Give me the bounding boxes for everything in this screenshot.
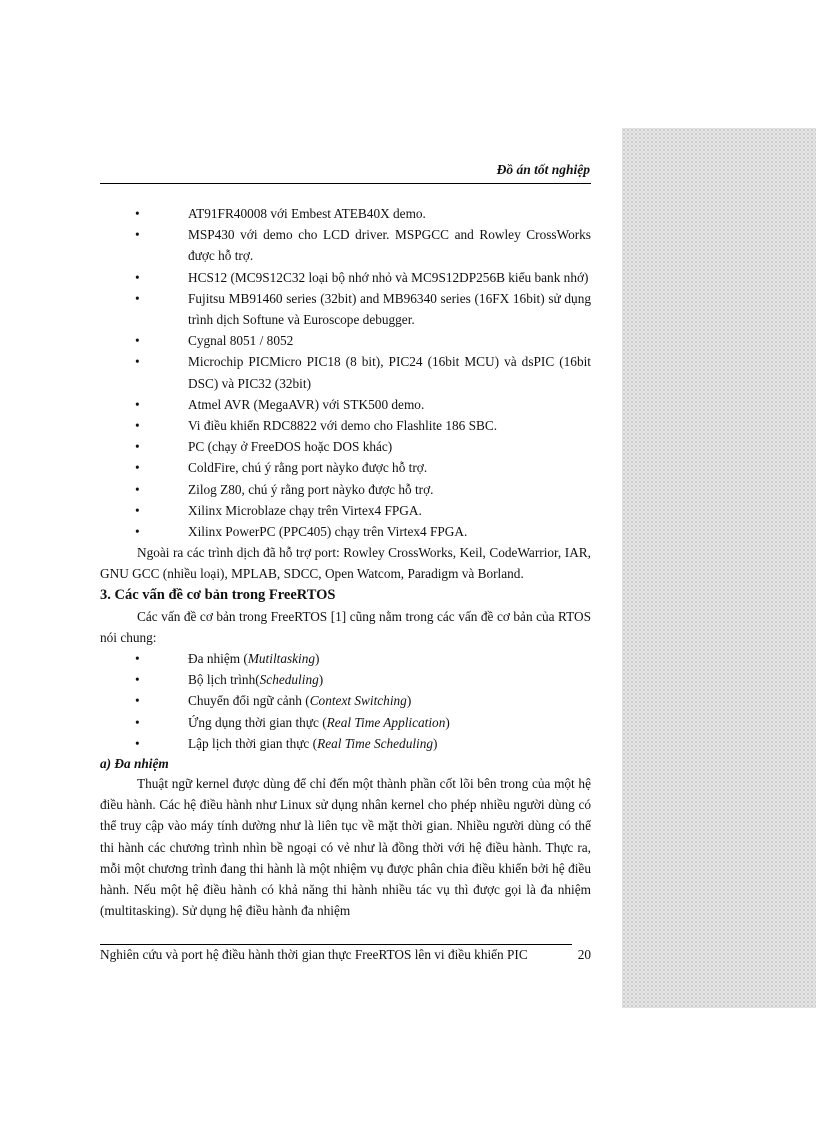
list-item: • Microchip PICMicro PIC18 (8 bit), PIC24 (16bit MCU) và dsPIC (16bit DSC) và PIC32 (32bit) <box>100 351 591 393</box>
list-item: • HCS12 (MC9S12C32 loại bộ nhớ nhỏ và MC9S12DP256B kiểu bank nhớ) <box>100 267 591 288</box>
compilers-paragraph: Ngoài ra các trình dịch đã hỗ trợ port: Rowley CrossWorks, Keil, CodeWarrior, IAR, GNU GCC (nhiều loại), MPLAB, SDCC, Open Watcom, Paradigm và Borland. <box>100 545 591 582</box>
list-item: • Ứng dụng thời gian thực (Real Time Application) <box>100 712 591 733</box>
subsection-heading: a) Đa nhiệm <box>100 756 169 772</box>
list-item: • Xilinx PowerPC (PPC405) chạy trên Virtex4 FPGA. <box>100 521 591 542</box>
list-item: • Fujitsu MB91460 series (32bit) and MB96340 series (16FX 16bit) sử dụng trình dịch Softune và Euroscope debugger. <box>100 288 591 330</box>
list-item: • Zilog Z80, chú ý rằng port nàyko được hỗ trợ. <box>100 479 591 500</box>
list-item: • MSP430 với demo cho LCD driver. MSPGCC and Rowley CrossWorks được hỗ trợ. <box>100 224 591 266</box>
list-item: • AT91FR40008 với Embest ATEB40X demo. <box>100 203 591 224</box>
list-item: • ColdFire, chú ý rằng port nàyko được hỗ trợ. <box>100 457 591 478</box>
list-item: • Cygnal 8051 / 8052 <box>100 330 591 351</box>
footer-divider <box>100 944 572 945</box>
list-item: • PC (chạy ở FreeDOS hoặc DOS khác) <box>100 436 591 457</box>
list-item: • Atmel AVR (MegaAVR) với STK500 demo. <box>100 394 591 415</box>
footer-text: Nghiên cứu và port hệ điều hành thời gian thực FreeRTOS lên vi điều khiển PIC <box>100 947 528 962</box>
list-item: • Lập lịch thời gian thực (Real Time Scheduling) <box>100 733 591 754</box>
multitasking-paragraph: Thuật ngữ kernel được dùng để chỉ đến một thành phần cốt lõi bên trong của một hệ điều hành. Các hệ điều hành như Linux sử dụng nhân kernel cho phép nhiều người dùng có thể truy cập vào máy tính dường như là liên tục về mặt thời gian. Nhiều người dùng có thể thi hành các chương trình nhìn bề ngoại có vẻ như là đồng thời với hệ điều hành. Thực ra, mỗi một chương trình đang thi hành là một nhiệm vụ được phân chia điều khiển bởi hệ điều hành. Nếu một hệ điều hành có khả năng thi hành nhiều tác vụ thì được gọi là đa nhiệm (multitasking). Sử dụng hệ điều hành đa nhiệm <box>100 776 591 919</box>
topics-list <box>100 648 591 754</box>
header-divider <box>100 183 591 184</box>
section-heading: 3. Các vấn đề cơ bản trong FreeRTOS <box>100 586 336 603</box>
list-item: • Chuyển đổi ngữ cảnh (Context Switching) <box>100 690 591 711</box>
page-number: 20 <box>577 947 591 962</box>
ports-list <box>100 203 591 542</box>
list-item: • Xilinx Microblaze chạy trên Virtex4 FPGA. <box>100 500 591 521</box>
list-item: • Bộ lịch trình(Scheduling) <box>100 669 591 690</box>
page-body <box>100 203 591 922</box>
section-intro: Các vấn đề cơ bản trong FreeRTOS [1] cũng nằm trong các vấn đề cơ bản của RTOS nói chung: <box>100 608 591 645</box>
list-item: • Vi điều khiển RDC8822 với demo cho Flashlite 186 SBC. <box>100 415 591 436</box>
margin-pattern <box>622 128 816 1008</box>
list-item: • Đa nhiệm (Mutiltasking) <box>100 648 591 669</box>
page-header: Đồ án tốt nghiệp <box>496 162 590 177</box>
page-footer <box>100 947 591 963</box>
